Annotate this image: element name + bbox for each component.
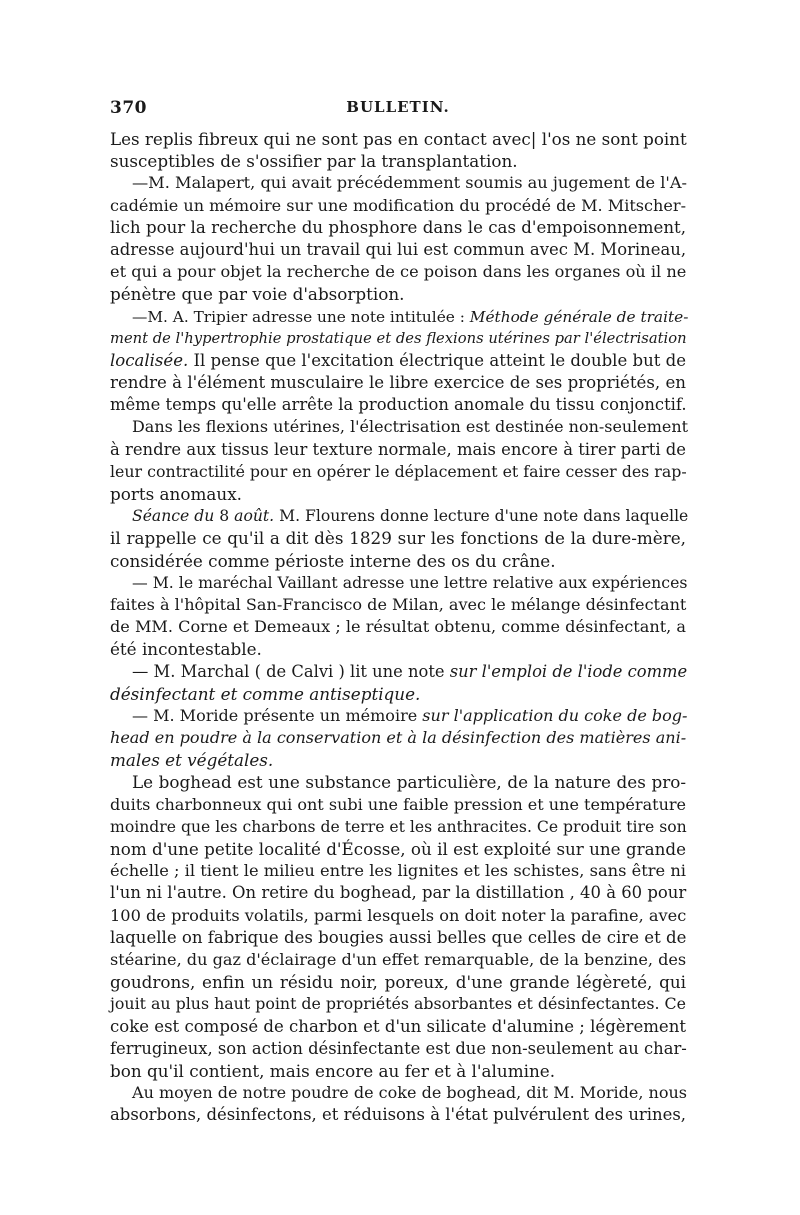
text-line <box>110 350 686 372</box>
line-segment: duits charbonneux qui ont subi une faible pression et une température <box>110 794 687 814</box>
text-line <box>110 1016 686 1038</box>
text-line <box>110 971 686 993</box>
line-segment: pénètre que par voie d'absorption. <box>110 284 405 305</box>
line-segment: l'un ni l'autre. On retire du boghead, par la distillation , 40 à 60 pour <box>110 883 687 903</box>
text-line <box>110 416 689 438</box>
line-segment: goudrons, enfin un résidu noir, poreux, d'une grande légèreté, qui <box>110 972 686 993</box>
line-segment: sur l'emploi de l'iode comme <box>449 661 688 681</box>
line-segment: lich pour la recherche du phosphore dans le cas d'empoisonnement, <box>110 217 686 237</box>
text-line <box>110 927 686 949</box>
text-line <box>110 128 686 150</box>
text-line <box>110 461 686 483</box>
line-segment: Il pense que l'excitation électrique atteint le double but de <box>188 350 687 370</box>
page-number: 370 <box>110 98 147 118</box>
line-segment: leur contractilité pour en opérer le déplacement et faire cesser des rap- <box>110 461 687 481</box>
text-line <box>110 328 686 350</box>
text-line <box>110 1104 686 1126</box>
line-segment: même temps qu'elle arrête la production anomale du tissu conjonctif. <box>110 395 687 415</box>
running-title: BULLETIN. <box>346 98 450 116</box>
text-line <box>110 816 686 838</box>
line-segment: août. <box>234 507 275 526</box>
text-line <box>110 1082 686 1104</box>
line-segment: ment de l'hypertrophie prostatique et des flexions utérines par l'électrisation <box>110 329 687 347</box>
text-line <box>110 505 689 527</box>
line-segment: Les replis fibreux qui ne sont pas en contact avec| l'os ne sont point <box>110 129 687 149</box>
text-line <box>110 195 686 217</box>
line-segment: moindre que les charbons de terre et les anthracites. Ce produit tire son <box>110 816 687 836</box>
page-header <box>110 98 686 126</box>
line-segment: — M. le maréchal Vaillant adresse une lettre relative aux expériences <box>132 572 688 592</box>
text-line <box>110 860 686 882</box>
line-segment: faites à l'hôpital San-Francisco de Milan, avec le mélange désinfectant <box>110 594 687 614</box>
text-line <box>110 905 686 927</box>
line-segment: ports anomaux. <box>110 484 242 504</box>
text-line <box>110 550 686 572</box>
body-text <box>110 128 689 1126</box>
text-line <box>110 239 686 261</box>
text-line <box>110 705 686 727</box>
line-segment: bon qu'il contient, mais encore au fer et à l'alumine. <box>110 1060 556 1081</box>
book-page <box>110 98 689 1126</box>
line-segment: 8 <box>214 507 235 526</box>
text-line <box>110 993 686 1015</box>
line-segment: adresse aujourd'hui un travail qui lui est commun avec M. Morineau, <box>110 239 687 259</box>
text-line <box>110 217 686 239</box>
text-line <box>110 727 686 749</box>
line-segment: Séance du <box>132 507 215 526</box>
text-line <box>110 771 686 793</box>
line-segment: jouit au plus haut point de propriétés absorbantes et désinfectantes. Ce <box>110 994 686 1014</box>
line-segment: Dans les flexions utérines, l'électrisation est destinée non-seulement <box>132 417 689 437</box>
line-segment: — M. Moride présente un mémoire <box>132 705 423 725</box>
line-segment: — M. Marchal ( de Calvi ) lit une note <box>132 661 450 681</box>
text-line <box>110 1060 686 1082</box>
text-line <box>110 683 686 705</box>
line-segment: échelle ; il tient le milieu entre les lignites et les schistes, sans être ni <box>110 861 686 881</box>
text-line <box>110 172 686 194</box>
line-segment: sur l'application du coke de bog- <box>422 705 688 725</box>
text-line <box>110 749 686 771</box>
text-line <box>110 572 686 594</box>
line-segment: Au moyen de notre poudre de coke de boghead, dit M. Moride, nous <box>132 1083 688 1103</box>
line-segment: il rappelle ce qu'il a dit dès 1829 sur les fonctions de la dure-mère, <box>110 528 686 549</box>
line-segment: nom d'une petite localité d'Écosse, où il est exploité sur une grande <box>110 839 686 859</box>
text-line <box>110 949 686 971</box>
line-segment: absorbons, désinfectons, et réduisons à l'état pulvérulent des urines, <box>110 1105 686 1125</box>
text-line <box>110 838 686 860</box>
text-line <box>110 794 686 816</box>
line-segment: 100 de produits volatils, parmi lesquels on doit noter la parafine, avec <box>110 905 687 925</box>
line-segment: été incontestable. <box>110 639 262 660</box>
line-segment: de MM. Corne et Demeaux ; le résultat obtenu, comme désinfectant, a <box>110 617 686 637</box>
line-segment: considérée comme périoste interne des os du crâne. <box>110 550 556 571</box>
text-line <box>110 439 686 461</box>
line-segment: Le boghead est une substance particulière, de la nature des pro- <box>132 772 686 793</box>
text-line <box>110 283 686 305</box>
line-segment: désinfectant et comme antiseptique. <box>110 683 421 704</box>
line-segment: rendre à l'élément musculaire le libre exercice de ses propriétés, en <box>110 373 686 393</box>
text-line <box>110 882 686 904</box>
text-line <box>110 150 686 172</box>
text-line <box>110 638 686 660</box>
text-line <box>110 594 686 616</box>
line-segment: et qui a pour objet la recherche de ce poison dans les organes où il ne <box>110 262 687 282</box>
line-segment: M. Flourens donne lecture d'une note dans laquelle <box>274 507 689 526</box>
text-line <box>110 1038 686 1060</box>
line-segment: stéarine, du gaz d'éclairage d'un effet remarquable, de la benzine, des <box>110 949 687 969</box>
line-segment: ferrugineux, son action désinfectante est due non-seulement au char- <box>110 1038 687 1058</box>
text-line <box>110 372 686 394</box>
line-segment: localisée. <box>110 350 189 370</box>
line-segment: —M. A. Tripier adresse une note intitulée : <box>132 307 470 326</box>
text-line <box>110 306 689 328</box>
line-segment: à rendre aux tissus leur texture normale, mais encore à tirer parti de <box>110 439 686 459</box>
line-segment: susceptibles de s'ossifier par la transplantation. <box>110 151 518 172</box>
text-line <box>110 661 686 683</box>
line-segment: coke est composé de charbon et d'un silicate d'alumine ; légèrement <box>110 1016 686 1036</box>
line-segment: head en poudre à la conservation et à la désinfection des matières ani- <box>110 728 687 748</box>
line-segment: cadémie un mémoire sur une modification du procédé de M. Mitscher- <box>110 195 686 215</box>
line-segment: laquelle on fabrique des bougies aussi belles que celles de cire et de <box>110 927 687 947</box>
text-line <box>110 616 686 638</box>
text-line <box>110 527 686 549</box>
line-segment: Méthode générale de traite- <box>469 307 689 326</box>
text-line <box>110 483 686 505</box>
line-segment: —M. Malapert, qui avait précédemment soumis au jugement de l'A- <box>132 173 688 193</box>
text-line <box>110 394 686 416</box>
line-segment: males et végétales. <box>110 750 274 771</box>
text-line <box>110 261 686 283</box>
